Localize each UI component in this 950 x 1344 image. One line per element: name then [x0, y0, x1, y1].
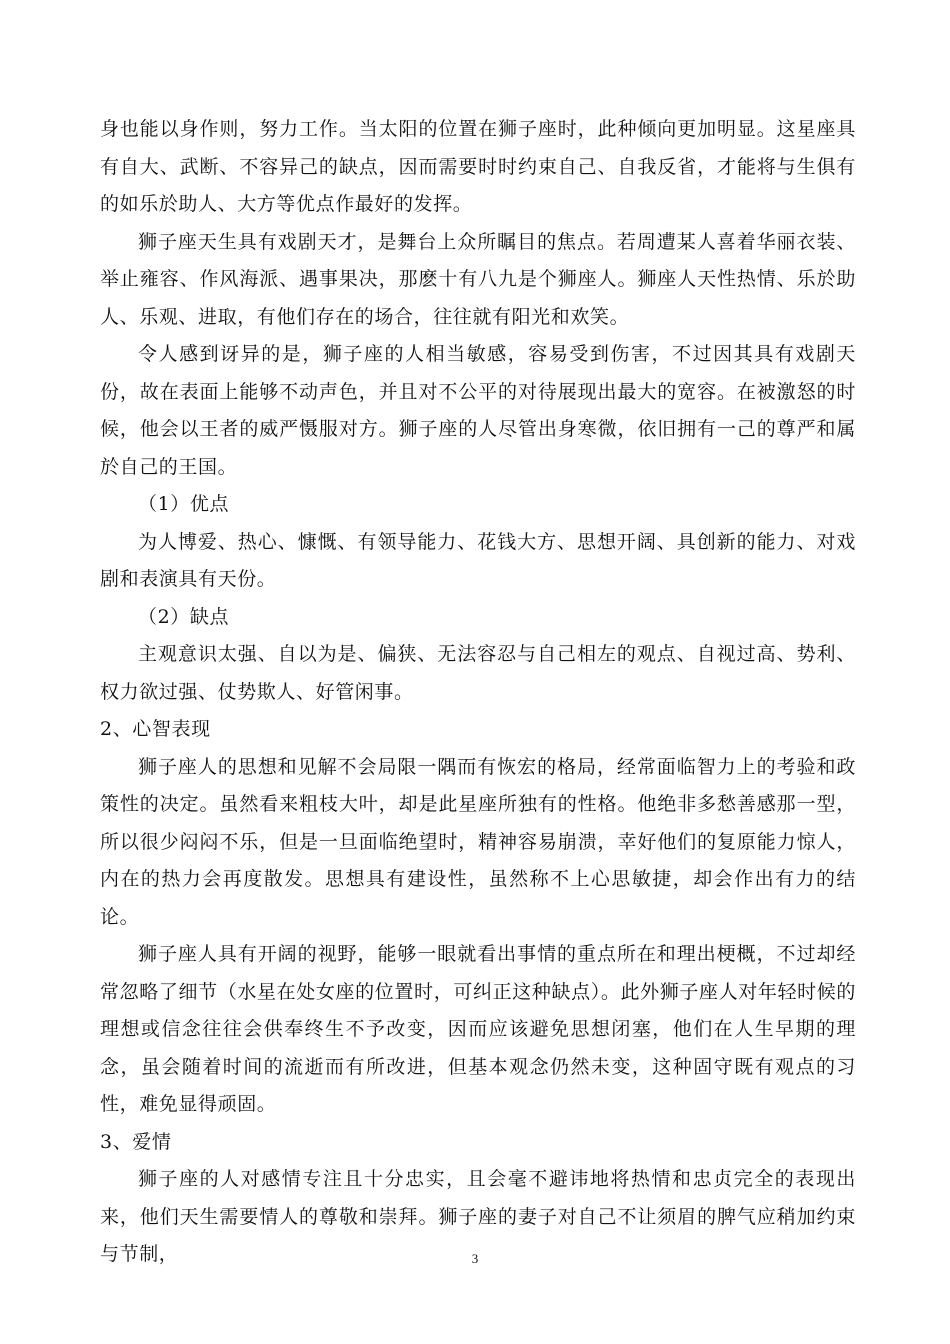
- section-heading-mind: 2、心智表现: [100, 718, 211, 740]
- paragraph-weaknesses: 主观意识太强、自以为是、偏狭、无法容忍与自己相左的观点、自视过高、势利、权力欲过强、仗势欺人、好管闲事。: [100, 643, 856, 703]
- body-text: [100, 111, 856, 1274]
- page-number: 3: [471, 1251, 479, 1266]
- paragraph-mind-2: 狮子座人具有开阔的视野，能够一眼就看出事情的重点所在和理出梗概，不过却经常忽略了细节（水星在处女座的位置时，可纠正这种缺点）。此外狮子座人对年轻时候的理想或信念往往会供奉终生不予改变，因而应该避免思想闭塞，他们在人生早期的理念，虽会随着时间的流逝而有所改进，但基本观念仍然未变，这种固守既有观点的习性，难免显得顽固。: [100, 943, 856, 1115]
- paragraph-love: 狮子座的人对感情专注且十分忠实，且会毫不避讳地将热情和忠贞完全的表现出来，他们天生需要情人的尊敬和崇拜。狮子座的妻子对自己不让须眉的脾气应稍加约束与节制，: [100, 1168, 856, 1265]
- paragraph-mind-1: 狮子座人的思想和见解不会局限一隅而有恢宏的格局，经常面临智力上的考验和政策性的决定。虽然看来粗枝大叶，却是此星座所独有的性格。他绝非多愁善感那一型，所以很少闷闷不乐，但是一旦面临绝望时，精神容易崩溃，幸好他们的复原能力惊人，内在的热力会再度散发。思想具有建设性，虽然称不上心思敏捷，却会作出有力的结论。: [100, 755, 856, 928]
- paragraph-sensitivity: 令人感到讶异的是，狮子座的人相当敏感，容易受到伤害，不过因其具有戏剧天份，故在表面上能够不动声色，并且对不公平的对待展现出最大的宽容。在被激怒的时候，他会以王者的威严慑服对方。狮子座的人尽管出身寒微，依旧拥有一己的尊严和属於自己的王国。: [100, 343, 856, 478]
- paragraph-strengths: 为人博爱、热心、慷慨、有领导能力、花钱大方、思想开阔、具创新的能力、对戏剧和表演具有天份。: [100, 530, 856, 590]
- section-heading-love: 3、爱情: [100, 1130, 172, 1153]
- paragraph-theatrical-talent: 狮子座天生具有戏剧天才，是舞台上众所瞩目的焦点。若周遭某人喜着华丽衣装、举止雍容、作风海派、遇事果决，那麽十有八九是个狮座人。狮座人天性热情、乐於助人、乐观、进取，有他们存在的场合，往往就有阳光和欢笑。: [100, 230, 856, 328]
- subheading-strengths: （1）优点: [138, 493, 230, 515]
- paragraph-continuation: 身也能以身作则，努力工作。当太阳的位置在狮子座时，此种倾向更加明显。这星座具有自大、武断、不容异己的缺点，因而需要时时约束自己、自我反省，才能将与生俱有的如乐於助人、大方等优点作最好的发挥。: [100, 118, 856, 215]
- subheading-weaknesses: （2）缺点: [138, 605, 230, 628]
